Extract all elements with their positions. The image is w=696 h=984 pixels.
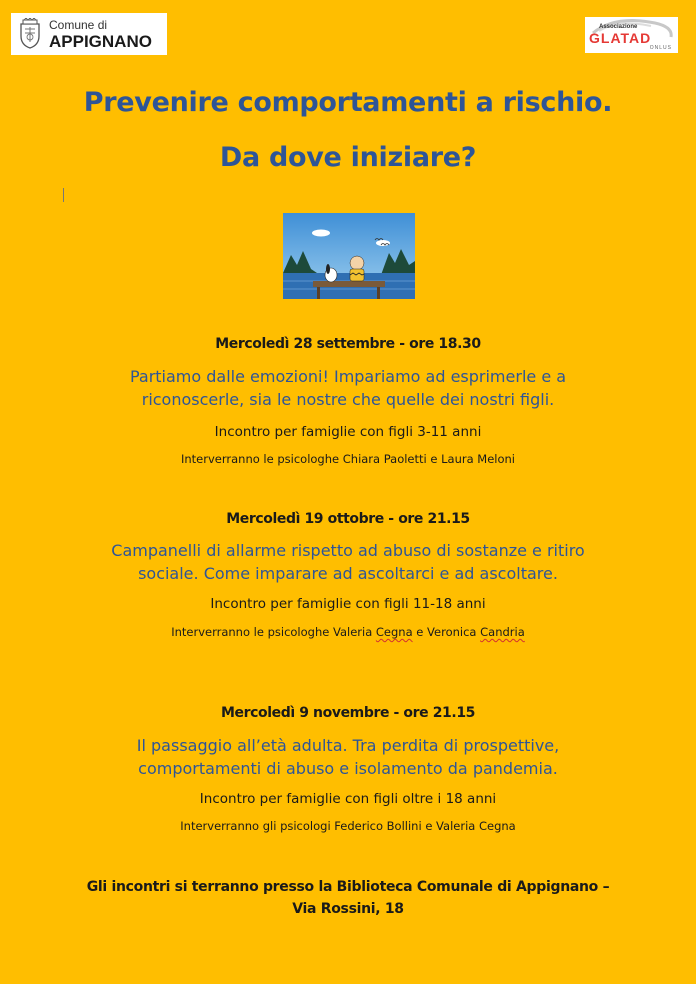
event-2-description-line2: sociale. Come imparare ad ascoltarci e ad ascoltare. bbox=[138, 564, 558, 583]
event-1-description-line2: riconoscerle, sia le nostre che quelle dei nostri figli. bbox=[141, 390, 555, 409]
event-2 bbox=[0, 511, 696, 527]
event-3-description-line2: comportamenti di abuso e isolamento da pandemia. bbox=[138, 759, 558, 778]
event-2-speakers-wrap bbox=[0, 625, 696, 639]
event-2-target-wrap bbox=[0, 596, 696, 612]
event-1-speakers-wrap bbox=[0, 452, 696, 466]
event-1-description-line1: Partiamo dalle emozioni! Impariamo ad esprimerle e a bbox=[129, 367, 567, 386]
event-2-target: Incontro per famiglie con figli 11-18 anni bbox=[210, 596, 486, 612]
text-cursor bbox=[63, 188, 64, 202]
event-3-speakers: Interverranno gli psicologi Federico Bollini e Valeria Cegna bbox=[180, 819, 516, 833]
event-2-speakers bbox=[0, 625, 696, 639]
event-3-description-line1: Il passaggio all’età adulta. Tra perdita di prospettive, bbox=[136, 736, 560, 755]
comune-logo-line2: APPIGNANO bbox=[49, 31, 152, 51]
event-1-date: Mercoledì 28 settembre - ore 18.30 bbox=[215, 336, 481, 352]
event-2-date: Mercoledì 19 ottobre - ore 21.15 bbox=[226, 511, 470, 527]
event-1-description bbox=[0, 365, 696, 411]
event-3-date: Mercoledì 9 novembre - ore 21.15 bbox=[221, 705, 475, 721]
event-3-target: Incontro per famiglie con figli oltre i 18 anni bbox=[199, 791, 497, 807]
page-title-line1: Prevenire comportamenti a rischio. bbox=[83, 87, 613, 118]
event-3-speakers-wrap bbox=[0, 819, 696, 833]
comune-logo bbox=[11, 13, 167, 55]
cartoon-illustration bbox=[283, 213, 415, 299]
event-2-speakers-prefix: Interverranno le psicologhe Valeria bbox=[171, 625, 376, 639]
venue-info-line2: Via Rossini, 18 bbox=[292, 901, 404, 917]
coat-of-arms-icon bbox=[17, 18, 43, 50]
venue-info-line1: Gli incontri si terranno presso la Biblioteca Comunale di Appignano – bbox=[86, 879, 610, 895]
event-1 bbox=[0, 336, 696, 352]
event-1-target: Incontro per famiglie con figli 3-11 anni bbox=[214, 424, 482, 440]
event-1-speakers: Interverranno le psicologhe Chiara Paoletti e Laura Meloni bbox=[180, 452, 515, 466]
event-2-description bbox=[0, 539, 696, 585]
event-2-speakers-mid: e Veronica bbox=[412, 625, 481, 639]
event-3 bbox=[0, 705, 696, 721]
event-3-target-wrap bbox=[0, 791, 696, 807]
event-2-speaker-surname-1: Cegna bbox=[375, 625, 413, 639]
glatad-logo bbox=[585, 17, 678, 53]
event-2-description-line1: Campanelli di allarme rispetto ad abuso di sostanze e ritiro bbox=[111, 541, 585, 560]
page-title-line2: Da dove iniziare? bbox=[219, 142, 477, 173]
event-1-target-wrap bbox=[0, 424, 696, 440]
venue-info bbox=[0, 876, 696, 920]
glatad-logo-sub-text: ONLUS bbox=[649, 45, 672, 51]
event-3-description bbox=[0, 734, 696, 780]
glatad-logo-main-text: GLATAD bbox=[589, 30, 652, 46]
comune-logo-line1: Comune di bbox=[49, 17, 108, 32]
event-2-speaker-surname-2: Candria bbox=[480, 625, 525, 639]
glatad-logo-small-text: Associazione bbox=[599, 24, 638, 30]
